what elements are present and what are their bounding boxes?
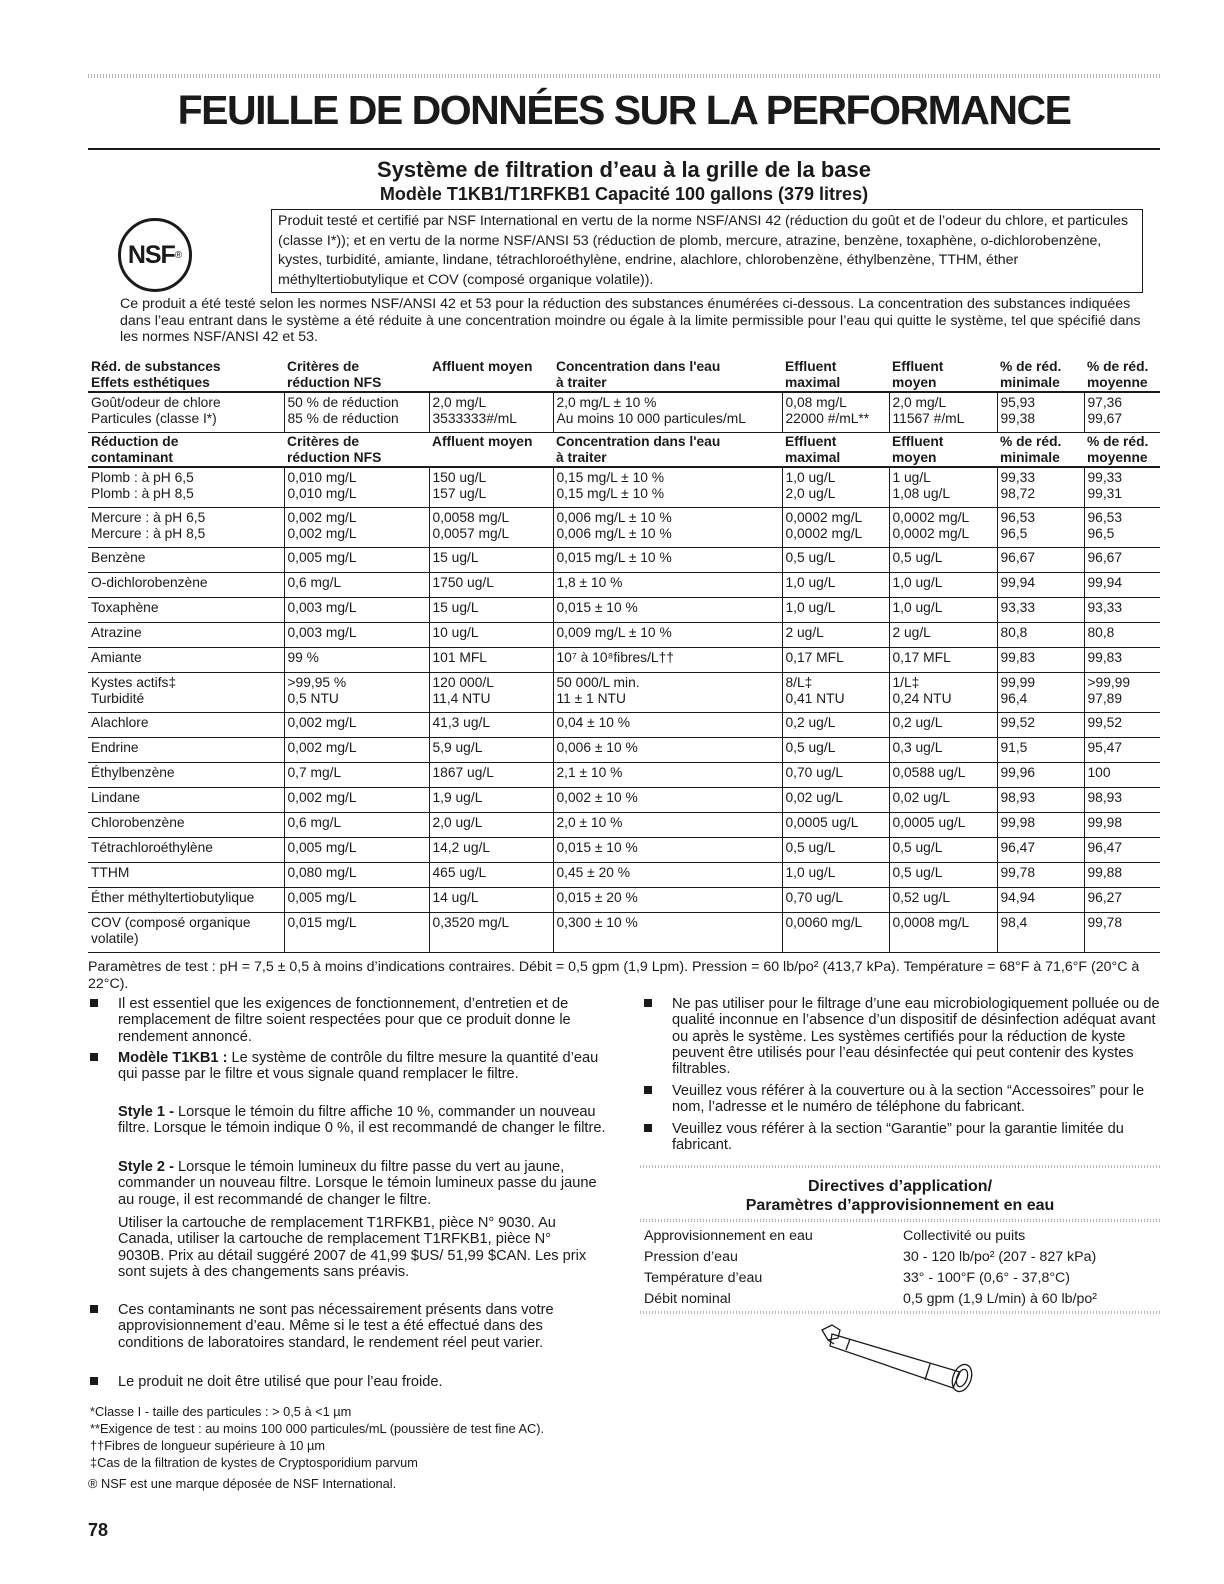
table-row-cell: Endrine (88, 738, 284, 763)
table-row-cell: 0,0002 mg/L 0,0002 mg/L (889, 508, 997, 548)
table-row-cell: 0,6 mg/L (284, 573, 429, 598)
table-row-cell: 80,8 (1084, 623, 1160, 648)
footnote-nsf: ® NSF est une marque déposée de NSF International. (88, 1476, 397, 1491)
table-row-cell: 150 ug/L 157 ug/L (429, 467, 553, 508)
table-row-cell: 1,0 ug/L (889, 598, 997, 623)
table-row-cell: Éthylbenzène (88, 763, 284, 788)
bullet-square (90, 1053, 98, 1061)
table-row-cell: 0,5 ug/L (889, 548, 997, 573)
table-row-cell: 10 ug/L (429, 623, 553, 648)
table-row-cell: 91,5 (997, 738, 1084, 763)
table-row-cell: 99,52 (1084, 713, 1160, 738)
table-row-cell: 96,47 (1084, 838, 1160, 863)
table-row-cell: 99,83 (997, 648, 1084, 673)
test-parameters: Paramètres de test : pH = 7,5 ± 0,5 à moins d’indications contraires. Débit = 0,5 gpm (1,9 Lpm). Pression = 60 lb/po² (413,7 kPa). Température = 68°F à 71,6°F (20°C à 22°C). (88, 959, 1140, 992)
table-header-cell: Affluent moyen (429, 433, 553, 468)
table-row-cell: 0,70 ug/L (782, 763, 889, 788)
directive-value: 0,5 gpm (1,9 L/min) à 60 lb/po² (903, 1291, 1097, 1307)
table-row-cell: 2,0 ug/L (429, 813, 553, 838)
bullet-text: Ne pas utiliser pour le filtrage d’une eau microbiologiquement polluée ou de qualité inconnue en l’absence d’un dispositif de désinfection adéquat avant ou après le système. Les systèmes certifiés pour la réduction de kyste peuvent être utilisés pour l’eau désinfectée qui peut contenir des kystes filtrables. (672, 996, 1160, 1078)
bullet-text: Veuillez vous référer à la section “Garantie” pour la garantie limitée du fabricant. (672, 1121, 1124, 1154)
table-row-cell: 99,99 96,4 (997, 673, 1084, 713)
table-row-cell: 120 000/L 11,4 NTU (429, 673, 553, 713)
style1-paragraph (118, 1104, 608, 1137)
table-row-cell: 1,9 ug/L (429, 788, 553, 813)
table-header-cell: Réduction de contaminant (88, 433, 284, 468)
bullet-accessories (672, 1083, 1160, 1116)
table-row-cell: 2,0 mg/L 3533333#/mL (429, 392, 553, 433)
directive-label: Débit nominal (644, 1291, 731, 1307)
table-row (88, 467, 1160, 508)
table-row-cell: 465 ug/L (429, 863, 553, 888)
table-row-cell: 96,27 (1084, 888, 1160, 913)
bullet-text: Le produit ne doit être utilisé que pour l’eau froide. (118, 1374, 443, 1390)
table-row-cell: O-dichlorobenzène (88, 573, 284, 598)
top-hatch-rule (88, 74, 1160, 78)
replacement-paragraph: Utiliser la cartouche de remplacement T1RFKB1, pièce N° 9030. Au Canada, utiliser la cartouche de remplacement T1RFKB1, pièce N° 9030B. Prix au détail suggéré 2007 de 41,99 $US/ 51,99 $CAN. Les prix sont sujets à des changements sans préavis. (118, 1215, 587, 1280)
table-row-cell: 0,300 ± 10 % (553, 913, 782, 953)
table-row-cell: 0,006 ± 10 % (553, 738, 782, 763)
table-row-cell: 0,02 ug/L (889, 788, 997, 813)
table-row-cell: 0,5 ug/L (782, 738, 889, 763)
table-row-cell: 0,5 ug/L (889, 838, 997, 863)
table-row-cell: 0,3520 mg/L (429, 913, 553, 953)
table-header-cell: % de réd. moyenne (1084, 358, 1160, 392)
table-row-cell: 0,04 ± 10 % (553, 713, 782, 738)
table-row-cell: Mercure : à pH 6,5 Mercure : à pH 8,5 (88, 508, 284, 548)
table-header (88, 358, 1160, 392)
table-row-cell: Atrazine (88, 623, 284, 648)
table-row-cell: 96,67 (997, 548, 1084, 573)
table-row-cell: 0,002 mg/L (284, 738, 429, 763)
table-row-cell: 0,015 mg/L ± 10 % (553, 548, 782, 573)
table-row-cell: 98,4 (997, 913, 1084, 953)
bullet-text: Il est essentiel que les exigences de fonctionnement, d’entretien et de remplacement de filtre soient respectées pour que ce produit donne le rendement annoncé. (118, 996, 571, 1045)
table-row (88, 888, 1160, 913)
table-row-cell: 97,36 99,67 (1084, 392, 1160, 433)
table-row-cell: 99,78 (1084, 913, 1160, 953)
page-number: 78 (88, 1520, 109, 1540)
table-row-cell: 0,002 mg/L (284, 788, 429, 813)
table-row-cell: 2 ug/L (889, 623, 997, 648)
table-row-cell: 96,53 96,5 (997, 508, 1084, 548)
table-row (88, 673, 1160, 713)
table-header-cell: Critères de réduction NFS (284, 358, 429, 392)
table-row-cell: 80,8 (997, 623, 1084, 648)
table-row-cell: 2,1 ± 10 % (553, 763, 782, 788)
table-row-cell: 99,94 (1084, 573, 1160, 598)
table-row (88, 392, 1160, 433)
table-row-cell: 0,70 ug/L (782, 888, 889, 913)
directives-title-line2: Paramètres d’approvisionnement en eau (745, 1197, 1055, 1214)
table-header-cell: % de réd. moyenne (1084, 433, 1160, 468)
directives-top-rule (640, 1165, 1160, 1168)
bullet-square (90, 1377, 98, 1385)
table-row-cell: 10⁷ à 10⁸fibres/L†† (553, 648, 782, 673)
table-row-cell: 0,3 ug/L (889, 738, 997, 763)
table-row-cell: 0,45 ± 20 % (553, 863, 782, 888)
table-row-cell: Goût/odeur de chlore Particules (classe I*) (88, 392, 284, 433)
table-row-cell: 99 % (284, 648, 429, 673)
table-row-cell: 99,83 (1084, 648, 1160, 673)
table-row (88, 648, 1160, 673)
table-row-cell: 0,0005 ug/L (782, 813, 889, 838)
directives-title-line1: Directives d’application/ (807, 1178, 993, 1195)
table-row-cell: 2,0 ± 10 % (553, 813, 782, 838)
bullet-square (90, 999, 98, 1007)
table-row-cell: Alachlore (88, 713, 284, 738)
performance-table (88, 358, 1160, 953)
table-row-cell: Éther méthyltertiobutylique (88, 888, 284, 913)
table-row-cell: 15 ug/L (429, 548, 553, 573)
table-row (88, 788, 1160, 813)
style2-text: Lorsque le témoin lumineux du filtre passe du vert au jaune, commander un nouveau filtre. Lorsque le témoin lumineux passe du jaune au rouge, il est recommandé de changer le filtre. (118, 1159, 597, 1208)
table-row-cell: 0,6 mg/L (284, 813, 429, 838)
style2-label: Style 2 - (118, 1159, 174, 1175)
bullet-square (644, 999, 652, 1007)
table-header-cell: Effluent maximal (782, 358, 889, 392)
bullet-square (644, 1124, 652, 1132)
table-row (88, 508, 1160, 548)
table-row-cell: 0,5 ug/L (782, 838, 889, 863)
table-row-cell: 0,015 ± 20 % (553, 888, 782, 913)
model-capacity: Modèle T1KB1/T1RFKB1 Capacité 100 gallons (379 litres) (379, 184, 869, 204)
table-row-cell: 0,5 ug/L (782, 548, 889, 573)
table-row-cell: 98,93 (1084, 788, 1160, 813)
table-row-cell: 0,005 mg/L (284, 888, 429, 913)
table-row-cell: 2,0 mg/L 11567 #/mL (889, 392, 997, 433)
table-row (88, 713, 1160, 738)
footnote-class: *Classe I - taille des particules : > 0,5 à <1 µm (90, 1404, 352, 1419)
table-row-cell: 1/L‡ 0,24 NTU (889, 673, 997, 713)
directive-label: Approvisionnement en eau (644, 1228, 813, 1244)
bullet-warranty (672, 1121, 1160, 1154)
table-header-cell: Effluent maximal (782, 433, 889, 468)
table-row-cell: 0,0058 mg/L 0,0057 mg/L (429, 508, 553, 548)
table-row-cell: 93,33 (997, 598, 1084, 623)
table-row-cell: 0,005 mg/L (284, 838, 429, 863)
table-row-cell: 0,003 mg/L (284, 598, 429, 623)
table-row-cell: 50 % de réduction 85 % de réduction (284, 392, 429, 433)
directive-value: 33° - 100°F (0,6° - 37,8°C) (903, 1270, 1071, 1286)
table-row-cell: 0,08 mg/L 22000 #/mL** (782, 392, 889, 433)
directives-mid-rule (640, 1219, 1160, 1222)
table-row-cell: 2,0 mg/L ± 10 % Au moins 10 000 particules/mL (553, 392, 782, 433)
table-row-cell: 0,0588 ug/L (889, 763, 997, 788)
table-row-cell: 99,52 (997, 713, 1084, 738)
table-row-cell: 1,8 ± 10 % (553, 573, 782, 598)
bullet-text: Ces contaminants ne sont pas nécessairement présents dans votre approvisionnement d’eau. Même si le test a été effectué dans des conditions de laboratoires standard, le rendement réel peut varier. (118, 1302, 554, 1351)
table-row-cell: 93,33 (1084, 598, 1160, 623)
table-row-cell: 0,010 mg/L 0,010 mg/L (284, 467, 429, 508)
nsf-logo (118, 218, 192, 292)
table-row-cell: 0,02 ug/L (782, 788, 889, 813)
table-row-cell: 1,0 ug/L (782, 598, 889, 623)
table-row-cell: 41,3 ug/L (429, 713, 553, 738)
table-row-cell: 99,96 (997, 763, 1084, 788)
table-row-cell: 96,47 (997, 838, 1084, 863)
table-row-cell: Kystes actifs‡ Turbidité (88, 673, 284, 713)
bullet-square (90, 1305, 98, 1313)
table-header-cell: Concentration dans l'eau à traiter (553, 358, 782, 392)
table-row-cell: 99,94 (997, 573, 1084, 598)
table-row-cell: 99,98 (1084, 813, 1160, 838)
table-row-cell: 0,002 mg/L (284, 713, 429, 738)
directive-value: 30 - 120 lb/po² (207 - 827 kPa) (903, 1249, 1097, 1265)
table-row-cell: 1,0 ug/L (889, 573, 997, 598)
table-row (88, 763, 1160, 788)
table-row-cell: 0,52 ug/L (889, 888, 997, 913)
filter-cartridge-illustration (810, 1322, 990, 1394)
style2-paragraph (118, 1159, 608, 1208)
table-row-cell: 101 MFL (429, 648, 553, 673)
table-row-cell: 1,0 ug/L (782, 573, 889, 598)
table-header-cell: Affluent moyen (429, 358, 553, 392)
table-row (88, 598, 1160, 623)
table-row-cell: 1,0 ug/L (782, 863, 889, 888)
table-row (88, 813, 1160, 838)
table-row-cell: 0,006 mg/L ± 10 % 0,006 mg/L ± 10 % (553, 508, 782, 548)
table-row-cell: 0,080 mg/L (284, 863, 429, 888)
title-rule (88, 148, 1160, 150)
table-header-cell: Critères de réduction NFS (284, 433, 429, 468)
table-row-cell: COV (composé organique volatile) (88, 913, 284, 953)
bullet-contaminants (118, 1302, 598, 1351)
footnote-cysts: ‡Cas de la filtration de kystes de Cryptosporidium parvum (90, 1455, 418, 1470)
nsf-logo-mark: ® (174, 249, 183, 261)
table-row-cell: Chlorobenzène (88, 813, 284, 838)
table-row-cell: 98,93 (997, 788, 1084, 813)
table-row-cell: 15 ug/L (429, 598, 553, 623)
bullet-requirements (118, 996, 608, 1045)
table-row (88, 838, 1160, 863)
table-row-cell: 99,78 (997, 863, 1084, 888)
table-row-cell: 100 (1084, 763, 1160, 788)
table-row-cell: 94,94 (997, 888, 1084, 913)
certification-box: Produit testé et certifié par NSF International en vertu de la norme NSF/ANSI 42 (réduction du goût et de l’odeur du chlore, et particules (classe I*)); et en vertu de la norme NSF/ANSI 53 (réduction de plomb, mercure, atrazine, benzène, toxaphène, o-dichlorobenzène, kystes, turbidité, amiante, lindane, tétrachloroéthylène, endrine, alachlore, chlorobenzène, éthylbenzène, TTHM, éther méthyltertiobutylique et COV (composé organique volatile)). (271, 209, 1143, 293)
directive-label: Pression d’eau (644, 1249, 738, 1265)
table-row-cell: 5,9 ug/L (429, 738, 553, 763)
table-row-cell: 0,002 ± 10 % (553, 788, 782, 813)
table-row-cell: 0,003 mg/L (284, 623, 429, 648)
table-row-cell: 8/L‡ 0,41 NTU (782, 673, 889, 713)
subtitle: Système de filtration d’eau à la grille de la base (377, 157, 871, 182)
table-row (88, 623, 1160, 648)
table-row-cell: 99,88 (1084, 863, 1160, 888)
intro-paragraph: Ce produit a été testé selon les normes NSF/ANSI 42 et 53 pour la réduction des substances énumérées ci-dessous. La concentration des substances indiquées dans l’eau entrant dans le système a été réduite à une concentration moindre ou égale à la limite permissible pour l’eau qui quitte le système, tel que spécifié dans les normes NSF/ANSI 42 et 53. (120, 296, 1141, 345)
table-row-cell: 0,015 ± 10 % (553, 598, 782, 623)
table-row-cell: 1750 ug/L (429, 573, 553, 598)
table-row-cell: 0,2 ug/L (889, 713, 997, 738)
bullet-text: Le système de contrôle du filtre mesure la quantité d’eau qui passe par le filtre et vous signale quand remplacer le filtre. (118, 1050, 599, 1083)
table-row-cell: 0,7 mg/L (284, 763, 429, 788)
table-header-cell: Concentration dans l'eau à traiter (553, 433, 782, 468)
table-row-cell: 0,0060 mg/L (782, 913, 889, 953)
table-row-cell: 0,17 MFL (782, 648, 889, 673)
table-header-cell: % de réd. minimale (997, 358, 1084, 392)
table-row (88, 738, 1160, 763)
bullet-text: Veuillez vous référer à la couverture ou à la section “Accessoires” pour le nom, l’adresse et le numéro de téléphone du fabricant. (672, 1083, 1145, 1116)
table-row-cell: 0,015 ± 10 % (553, 838, 782, 863)
table-header-cell: Réd. de substances Effets esthétiques (88, 358, 284, 392)
table-row (88, 548, 1160, 573)
table-row (88, 913, 1160, 953)
table-row-cell: 99,98 (997, 813, 1084, 838)
table-row-cell: 14 ug/L (429, 888, 553, 913)
table-row-cell: 0,2 ug/L (782, 713, 889, 738)
bullet-bold: Modèle T1KB1 : (118, 1050, 228, 1066)
directives-title (640, 1177, 1160, 1215)
page-title: FEUILLE DE DONNÉES SUR LA PERFORMANCE (177, 87, 1071, 133)
table-header-cell: Effluent moyen (889, 358, 997, 392)
table-row-cell: 14,2 ug/L (429, 838, 553, 863)
directive-label: Température d’eau (644, 1270, 763, 1286)
table-row-cell: 0,15 mg/L ± 10 % 0,15 mg/L ± 10 % (553, 467, 782, 508)
table-row-cell: 99,33 98,72 (997, 467, 1084, 508)
table-row-cell: 0,0002 mg/L 0,0002 mg/L (782, 508, 889, 548)
style1-label: Style 1 - (118, 1104, 174, 1120)
table-row-cell: TTHM (88, 863, 284, 888)
table-row-cell: Tétrachloroéthylène (88, 838, 284, 863)
footnote-test: **Exigence de test : au moins 100 000 particules/mL (poussière de test fine AC). (90, 1421, 545, 1436)
table-row-cell: 1 ug/L 1,08 ug/L (889, 467, 997, 508)
directive-value: Collectivité ou puits (903, 1228, 1026, 1244)
table-row-cell: 0,009 mg/L ± 10 % (553, 623, 782, 648)
table-row-cell: Plomb : à pH 6,5 Plomb : à pH 8,5 (88, 467, 284, 508)
table-row-cell: 0,002 mg/L 0,002 mg/L (284, 508, 429, 548)
bullet-square (644, 1086, 652, 1094)
table-row-cell: 50 000/L min. 11 ± 1 NTU (553, 673, 782, 713)
table-row-cell: 0,17 MFL (889, 648, 997, 673)
table-header-cell: % de réd. minimale (997, 433, 1084, 468)
table-row-cell: 95,93 99,38 (997, 392, 1084, 433)
table-header (88, 433, 1160, 468)
style1-text: Lorsque le témoin du filtre affiche 10 %, commander un nouveau filtre. Lorsque le témoin indique 0 %, il est recommandé de changer le filtre. (118, 1104, 606, 1137)
table-row-cell: 0,5 ug/L (889, 863, 997, 888)
table-row-cell: Toxaphène (88, 598, 284, 623)
table-row-cell: Benzène (88, 548, 284, 573)
table-row-cell: 0,0005 ug/L (889, 813, 997, 838)
directives-bottom-rule (640, 1311, 1160, 1314)
bullet-cold-water (118, 1374, 608, 1390)
bullet-model (118, 1050, 608, 1083)
table-row (88, 863, 1160, 888)
table-row-cell: 96,53 96,5 (1084, 508, 1160, 548)
table-row-cell: 1,0 ug/L 2,0 ug/L (782, 467, 889, 508)
bullet-microbiological (672, 996, 1160, 1077)
table-row-cell: Lindane (88, 788, 284, 813)
table-row-cell: 99,33 99,31 (1084, 467, 1160, 508)
table-row-cell: 1867 ug/L (429, 763, 553, 788)
table-row-cell: >99,99 97,89 (1084, 673, 1160, 713)
table-row-cell: 0,015 mg/L (284, 913, 429, 953)
table-row-cell: 96,67 (1084, 548, 1160, 573)
table-row-cell: 0,0008 mg/L (889, 913, 997, 953)
table-row-cell: >99,95 % 0,5 NTU (284, 673, 429, 713)
table-header-cell: Effluent moyen (889, 433, 997, 468)
table-row-cell: Amiante (88, 648, 284, 673)
table-row-cell: 2 ug/L (782, 623, 889, 648)
table-row-cell: 95,47 (1084, 738, 1160, 763)
table-row (88, 573, 1160, 598)
table-row-cell: 0,005 mg/L (284, 548, 429, 573)
nsf-logo-text: NSF (127, 240, 175, 269)
footnote-fibres: ††Fibres de longueur supérieure à 10 µm (90, 1438, 326, 1453)
